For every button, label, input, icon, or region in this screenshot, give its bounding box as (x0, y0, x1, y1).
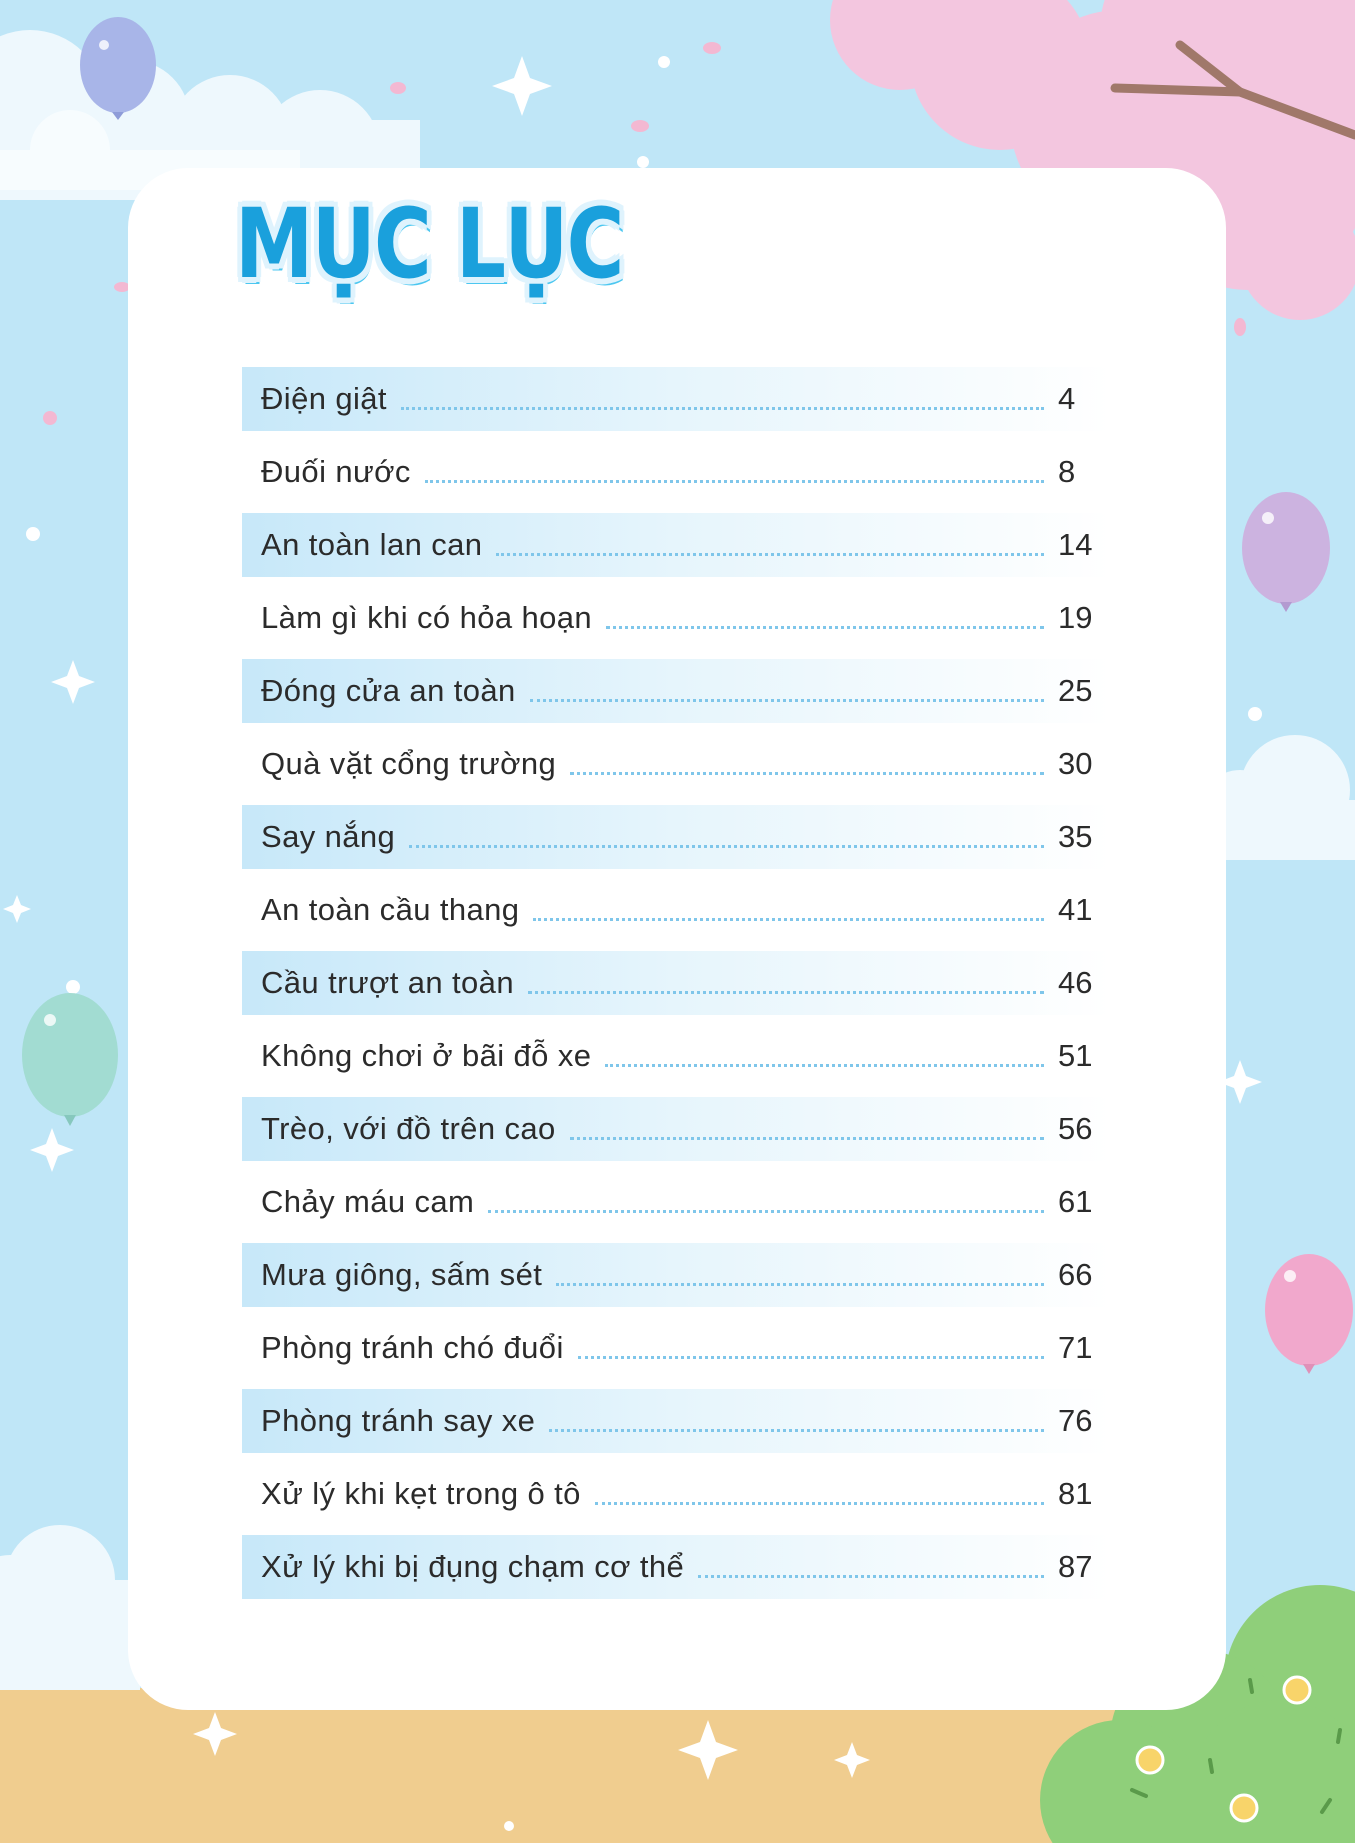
dot-leader (556, 1283, 1044, 1286)
dot-leader (570, 1137, 1044, 1140)
toc-entry[interactable] (242, 732, 1110, 796)
dot-leader (488, 1210, 1044, 1213)
toc-entry-title: Điện giật (261, 381, 387, 416)
toc-entry-title: Đóng cửa an toàn (261, 673, 516, 708)
toc-entry-title: An toàn cầu thang (261, 892, 520, 927)
toc-entry-title: Cầu trượt an toàn (261, 965, 514, 1000)
toc-entry[interactable] (242, 513, 1110, 577)
toc-entry-title: Xử lý khi bị đụng chạm cơ thể (261, 1549, 685, 1584)
toc-entry-title: Mưa giông, sấm sét (261, 1257, 543, 1292)
dot-leader (578, 1356, 1044, 1359)
dot-leader (401, 407, 1044, 410)
dot-leader (595, 1502, 1044, 1505)
dot-leader (496, 553, 1044, 556)
toc-entry[interactable] (242, 1097, 1110, 1161)
toc-entry-title: Đuối nước (261, 454, 411, 489)
toc-entry-page-number: 8 (1058, 454, 1076, 489)
toc-entry[interactable] (242, 440, 1110, 504)
toc-entry-page-number: 35 (1058, 819, 1093, 854)
toc-entry[interactable] (242, 1243, 1110, 1307)
toc-entry-page-number: 61 (1058, 1184, 1093, 1219)
table-of-contents (242, 367, 1110, 1608)
toc-entry[interactable] (242, 367, 1110, 431)
toc-entry-page-number: 46 (1058, 965, 1093, 1000)
toc-entry-title: Phòng tránh chó đuổi (261, 1330, 564, 1365)
dot-leader (605, 1064, 1044, 1067)
toc-entry[interactable] (242, 1170, 1110, 1234)
toc-entry-page-number: 51 (1058, 1038, 1093, 1073)
toc-entry[interactable] (242, 878, 1110, 942)
toc-entry-title: An toàn lan can (261, 527, 483, 562)
toc-entry-page-number: 19 (1058, 600, 1093, 635)
dot-leader (528, 991, 1044, 994)
toc-entry-page-number: 66 (1058, 1257, 1093, 1292)
toc-entry[interactable] (242, 659, 1110, 723)
dot-leader (606, 626, 1044, 629)
toc-entry[interactable] (242, 1535, 1110, 1599)
toc-entry[interactable] (242, 1024, 1110, 1088)
toc-entry-title: Không chơi ở bãi đỗ xe (261, 1038, 592, 1073)
toc-entry-page-number: 56 (1058, 1111, 1093, 1146)
dot-leader (549, 1429, 1044, 1432)
dot-leader (409, 845, 1044, 848)
toc-entry-page-number: 87 (1058, 1549, 1093, 1584)
toc-entry-title: Say nắng (261, 819, 396, 854)
dot-leader (530, 699, 1044, 702)
toc-entry-page-number: 4 (1058, 381, 1076, 416)
toc-entry[interactable] (242, 586, 1110, 650)
toc-entry-title: Trèo, với đồ trên cao (261, 1111, 556, 1146)
toc-entry-page-number: 41 (1058, 892, 1093, 927)
toc-entry[interactable] (242, 805, 1110, 869)
dot-leader (425, 480, 1044, 483)
dot-leader (698, 1575, 1044, 1578)
toc-entry-title: Quà vặt cổng trường (261, 746, 557, 781)
toc-entry-page-number: 14 (1058, 527, 1093, 562)
toc-entry[interactable] (242, 1316, 1110, 1380)
toc-entry-title: Phòng tránh say xe (261, 1403, 536, 1438)
toc-entry[interactable] (242, 951, 1110, 1015)
toc-entry[interactable] (242, 1462, 1110, 1526)
dot-leader (570, 772, 1044, 775)
toc-entry-title: Xử lý khi kẹt trong ô tô (261, 1476, 581, 1511)
toc-entry-title: Chảy máu cam (261, 1184, 475, 1219)
toc-entry-page-number: 76 (1058, 1403, 1093, 1438)
toc-entry[interactable] (242, 1389, 1110, 1453)
toc-entry-title: Làm gì khi có hỏa hoạn (261, 600, 593, 635)
toc-entry-page-number: 25 (1058, 673, 1093, 708)
page-title: MỤC LỤC (235, 188, 623, 300)
dot-leader (533, 918, 1044, 921)
toc-entry-page-number: 71 (1058, 1330, 1093, 1365)
toc-entry-page-number: 81 (1058, 1476, 1093, 1511)
toc-entry-page-number: 30 (1058, 746, 1093, 781)
